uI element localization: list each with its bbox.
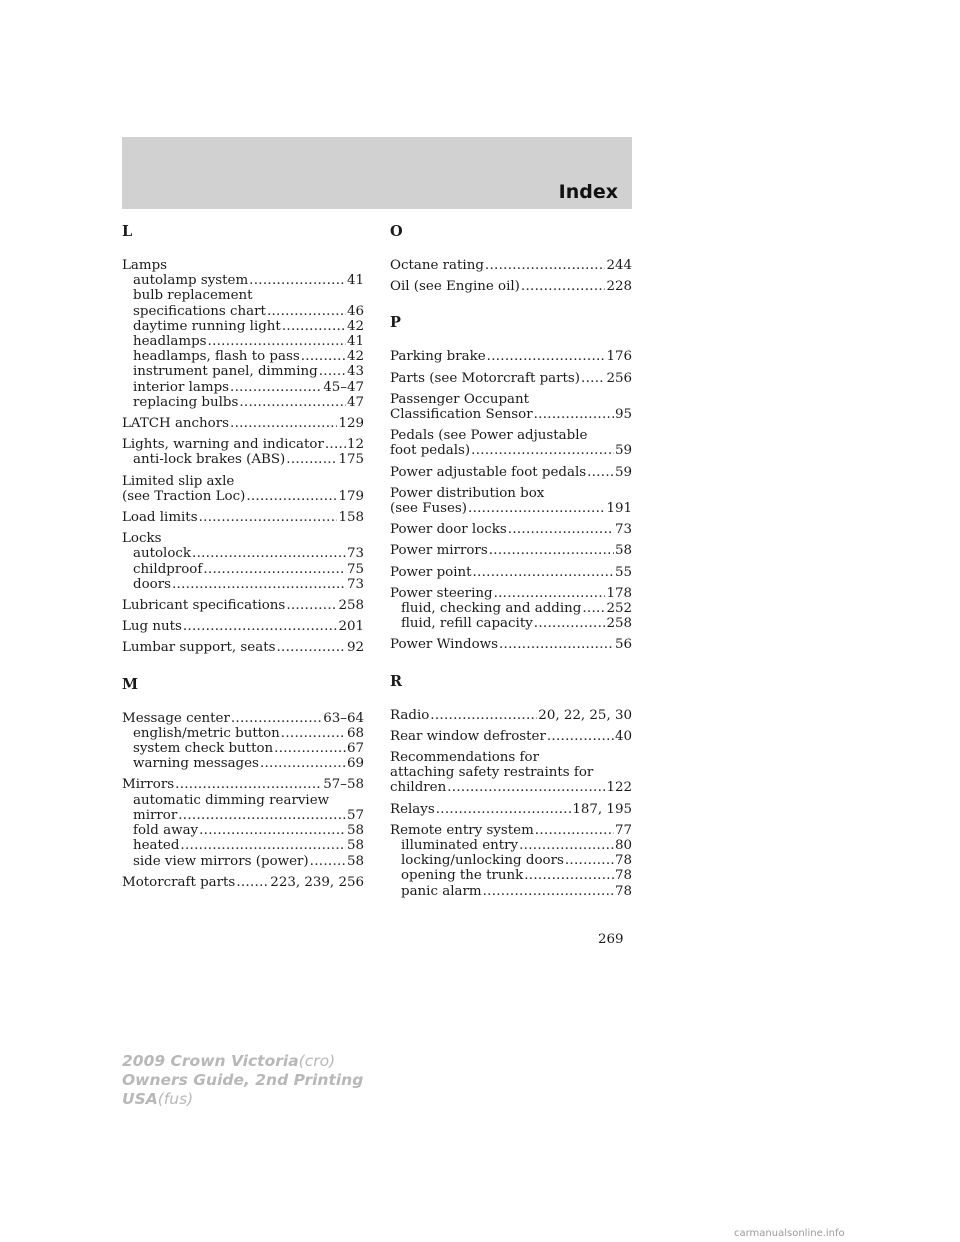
index-entry-line	[390, 465, 632, 480]
entry-term: autolock	[133, 546, 192, 562]
dot-leader	[534, 407, 614, 422]
entry-term: fluid, refill capacity	[401, 616, 533, 632]
page-reference: 187, 195	[572, 801, 632, 817]
index-subentry-line	[122, 334, 364, 349]
dot-leader	[199, 510, 338, 525]
dot-leader	[487, 349, 606, 364]
index-entry-line	[390, 750, 632, 765]
index-entry	[122, 640, 364, 655]
page-reference: 73	[346, 546, 364, 562]
page-reference: 201	[338, 619, 364, 635]
entry-term: instrument panel, dimming	[133, 364, 318, 380]
entry-term: fluid, checking and adding	[401, 601, 582, 617]
index-subentry-line	[390, 838, 632, 853]
index-subentry-line	[122, 808, 364, 823]
dot-leader	[534, 616, 606, 631]
index-subentry-line	[122, 562, 364, 577]
index-subentry-line	[122, 304, 364, 319]
index-entry-line	[390, 765, 632, 780]
index-entry-line	[390, 522, 632, 537]
page-reference: 58	[346, 853, 364, 869]
page-reference: 92	[346, 640, 364, 656]
index-entry	[390, 823, 632, 899]
dot-leader	[319, 364, 346, 379]
index-entry-line	[390, 371, 632, 386]
page-reference: 258	[338, 598, 364, 614]
page-number: 269	[598, 932, 624, 947]
footer-market-code: (fus)	[157, 1090, 194, 1108]
dot-leader	[521, 279, 606, 294]
entry-term: Parking brake	[390, 349, 486, 365]
index-entry-line	[122, 598, 364, 613]
dot-leader	[581, 371, 605, 386]
index-entry	[390, 522, 632, 537]
entry-term: LATCH anchors	[122, 416, 230, 432]
page-reference: 40	[614, 728, 632, 744]
entry-term: Load limits	[122, 510, 198, 526]
index-entry-line	[390, 501, 632, 516]
index-entry	[390, 465, 632, 480]
index-subentry-line	[122, 452, 364, 467]
dot-leader	[483, 884, 614, 899]
section-letter: M	[122, 675, 139, 693]
page-reference: 45–47	[323, 379, 364, 395]
index-entry	[390, 543, 632, 558]
index-subentry-line	[390, 616, 632, 631]
entry-term: Power adjustable foot pedals	[390, 464, 587, 480]
entry-term: Relays	[390, 801, 435, 817]
index-entry	[122, 619, 364, 634]
section-spacer	[390, 659, 632, 673]
entry-term: children	[390, 780, 447, 796]
index-entry	[122, 474, 364, 504]
entry-term: Parts (see Motorcraft parts)	[390, 370, 581, 386]
entry-term: bulb replacement	[133, 288, 253, 304]
index-entry-line	[122, 875, 364, 890]
entry-term: side view mirrors (power)	[133, 853, 309, 869]
index-entry	[122, 531, 364, 592]
page-reference: 95	[614, 407, 632, 423]
entry-term: specifications chart	[133, 303, 266, 319]
entry-term: Lug nuts	[122, 619, 182, 635]
index-subentry-line	[122, 741, 364, 756]
dot-leader	[565, 853, 614, 868]
index-entry	[390, 565, 632, 580]
page-reference: 223, 239, 256	[270, 874, 364, 890]
page-reference: 78	[614, 853, 632, 869]
index-entry-line	[122, 531, 364, 546]
entry-term: opening the trunk	[401, 868, 524, 884]
entry-term: Message center	[122, 710, 230, 726]
index-entry-line	[390, 823, 632, 838]
page-reference: 69	[346, 756, 364, 772]
index-subentry-line	[122, 395, 364, 410]
dot-leader	[587, 465, 614, 480]
dot-leader	[519, 838, 614, 853]
entry-term: Passenger Occupant	[390, 391, 529, 407]
entry-term: (see Fuses)	[390, 501, 468, 517]
dot-leader	[183, 619, 338, 634]
index-subentry-line	[122, 364, 364, 379]
page-reference: 41	[346, 334, 364, 350]
index-entry	[390, 802, 632, 817]
dot-leader	[468, 501, 605, 516]
index-subentry-line	[122, 756, 364, 771]
footer-model-code: (cro)	[298, 1052, 336, 1070]
dot-leader	[231, 711, 322, 726]
entry-term: Power Windows	[390, 637, 498, 653]
index-subentry-line	[390, 601, 632, 616]
index-subentry-line	[122, 273, 364, 288]
index-subentry-line	[122, 726, 364, 741]
index-subentry-line	[122, 288, 364, 303]
entry-term: (see Traction Loc)	[122, 488, 246, 504]
index-entry	[390, 279, 632, 294]
index-entry	[390, 392, 632, 422]
index-subentry-line	[122, 380, 364, 395]
index-subentry-line	[122, 577, 364, 592]
entry-term: fold away	[133, 823, 199, 839]
dot-leader	[276, 640, 345, 655]
index-entry-line	[122, 711, 364, 726]
index-subentry-line	[122, 546, 364, 561]
dot-leader	[230, 416, 337, 431]
page-reference: 256	[606, 370, 632, 386]
dot-leader	[508, 522, 614, 537]
index-entry-line	[390, 637, 632, 652]
dot-leader	[286, 598, 337, 613]
entry-term: warning messages	[133, 756, 259, 772]
index-entry	[390, 371, 632, 386]
index-entry	[390, 637, 632, 652]
section-letter: P	[390, 314, 401, 332]
entry-term: Octane rating	[390, 258, 484, 273]
page-reference: 43	[346, 364, 364, 380]
index-entry-line	[122, 777, 364, 792]
dot-leader	[274, 741, 346, 756]
page-reference: 258	[606, 616, 632, 632]
entry-term: anti-lock brakes (ABS)	[133, 452, 286, 468]
index-entry	[122, 598, 364, 613]
entry-term: autolamp system	[133, 273, 249, 289]
dot-leader	[208, 334, 346, 349]
entry-term: Limited slip axle	[122, 473, 235, 489]
index-entry	[122, 711, 364, 772]
index-entry	[390, 729, 632, 744]
entry-term: locking/unlocking doors	[401, 853, 564, 869]
page-reference: 158	[338, 510, 364, 526]
dot-leader	[230, 380, 322, 395]
index-entry-line	[122, 474, 364, 489]
entry-term: Power point	[390, 564, 472, 580]
page-reference: 73	[346, 576, 364, 592]
entry-term: replacing bulbs	[133, 394, 239, 410]
index-entry-line	[390, 258, 632, 273]
dot-leader	[203, 562, 346, 577]
index-subentry-line	[390, 884, 632, 899]
index-entry-line	[390, 729, 632, 744]
index-entry	[390, 258, 632, 273]
index-entry-line	[390, 443, 632, 458]
page-reference: 58	[614, 543, 632, 559]
index-entry	[390, 486, 632, 516]
entry-term: heated	[133, 838, 180, 854]
dot-leader	[436, 802, 572, 817]
section-letter: R	[390, 672, 403, 690]
entry-term: headlamps, flash to pass	[133, 349, 300, 365]
index-entry	[390, 708, 632, 723]
page-reference: 80	[614, 838, 632, 854]
entry-term: Lumbar support, seats	[122, 640, 276, 656]
dot-leader	[485, 258, 606, 273]
page-reference: 55	[614, 564, 632, 580]
page-reference: 178	[606, 585, 632, 601]
index-subentry-line	[122, 349, 364, 364]
dot-leader	[260, 756, 346, 771]
index-header-band	[122, 137, 632, 209]
dot-leader	[499, 637, 614, 652]
entry-term: Lights, warning and indicator	[122, 437, 324, 453]
footer-market: USA	[122, 1090, 158, 1108]
index-entry	[390, 349, 632, 364]
dot-leader	[524, 868, 614, 883]
entry-term: Power door locks	[390, 522, 507, 538]
entry-term: headlamps	[133, 334, 207, 350]
page-reference: 129	[338, 416, 364, 432]
entry-term: doors	[133, 576, 171, 592]
section-letter: L	[122, 223, 133, 240]
dot-leader	[447, 780, 605, 795]
page-reference: 57	[346, 807, 364, 823]
index-entry	[122, 416, 364, 431]
entry-term: Rear window defroster	[390, 728, 546, 744]
entry-term: mirror	[133, 807, 178, 823]
dot-leader	[473, 565, 614, 580]
page-reference: 59	[614, 464, 632, 480]
index-entry-line	[122, 489, 364, 504]
entry-term: Radio	[390, 707, 430, 723]
index-subentry-line	[122, 793, 364, 808]
entry-term: Locks	[122, 531, 162, 547]
dot-leader	[286, 452, 337, 467]
entry-term: english/metric button	[133, 725, 280, 741]
page-reference: 63–64	[323, 710, 364, 726]
dot-leader	[494, 586, 606, 601]
index-entry-line	[390, 279, 632, 294]
page-title: Index	[558, 181, 618, 203]
index-entry	[122, 258, 364, 410]
index-entry-line	[122, 258, 364, 273]
index-entry-line	[390, 586, 632, 601]
page-reference: 57–58	[323, 777, 364, 793]
page-reference: 41	[346, 273, 364, 289]
page-reference: 191	[606, 501, 632, 517]
entry-term: daytime running light	[133, 318, 281, 334]
index-entry-line	[390, 565, 632, 580]
index-entry	[390, 586, 632, 632]
page-reference: 67	[346, 741, 364, 757]
page-reference: 42	[346, 318, 364, 334]
dot-leader	[301, 349, 346, 364]
page-reference: 42	[346, 349, 364, 365]
page-reference: 175	[338, 452, 364, 468]
index-entry-line	[122, 510, 364, 525]
dot-leader	[239, 395, 346, 410]
page-reference: 75	[346, 561, 364, 577]
dot-leader	[178, 808, 346, 823]
section-spacer	[122, 662, 364, 676]
dot-leader	[172, 577, 346, 592]
entry-term: panic alarm	[401, 883, 482, 899]
page-reference: 47	[346, 394, 364, 410]
entry-term: Power distribution box	[390, 485, 545, 501]
page-reference: 78	[614, 883, 632, 899]
page-reference: 244	[606, 258, 632, 273]
dot-leader	[192, 546, 346, 561]
entry-term: Power mirrors	[390, 543, 488, 559]
dot-leader	[325, 437, 346, 452]
footer-model: 2009 Crown Victoria	[122, 1052, 299, 1070]
footer-edition: Owners Guide, 2nd Printing	[122, 1071, 364, 1089]
page-reference: 73	[614, 522, 632, 538]
index-entry-line	[390, 407, 632, 422]
index-entry	[122, 777, 364, 868]
index-entry-line	[390, 802, 632, 817]
index-entry-line	[390, 708, 632, 723]
page-reference: 179	[338, 488, 364, 504]
index-subentry-line	[122, 838, 364, 853]
dot-leader	[471, 443, 614, 458]
page-reference: 58	[346, 838, 364, 854]
dot-leader	[489, 543, 614, 558]
dot-leader	[430, 708, 537, 723]
index-entry-line	[390, 428, 632, 443]
entry-term: illuminated entry	[401, 838, 519, 854]
index-column-left	[122, 223, 364, 896]
watermark: carmanualsonline.info	[734, 1228, 845, 1239]
entry-term: automatic dimming rearview	[133, 792, 330, 808]
page-reference: 20, 22, 25, 30	[538, 707, 632, 723]
page-reference: 77	[614, 822, 632, 838]
dot-leader	[175, 777, 322, 792]
page-reference: 12	[346, 437, 364, 453]
dot-leader	[180, 838, 346, 853]
index-subentry-line	[122, 823, 364, 838]
page-reference: 252	[606, 601, 632, 617]
index-entry	[122, 510, 364, 525]
entry-term: Classification Sensor	[390, 407, 533, 423]
dot-leader	[267, 304, 346, 319]
index-entry-line	[122, 619, 364, 634]
entry-term: Motorcraft parts	[122, 874, 236, 890]
dot-leader	[582, 601, 605, 616]
index-column-right	[390, 223, 632, 905]
index-entry-line	[122, 416, 364, 431]
dot-leader	[310, 854, 346, 869]
index-entry-line	[390, 780, 632, 795]
entry-term: interior lamps	[133, 379, 230, 395]
entry-term: Mirrors	[122, 777, 175, 793]
entry-term: foot pedals)	[390, 443, 471, 459]
dot-leader	[281, 726, 346, 741]
index-entry-line	[122, 640, 364, 655]
index-entry	[390, 750, 632, 796]
page-reference: 46	[346, 303, 364, 319]
entry-term: Remote entry system	[390, 822, 534, 838]
index-entry	[122, 437, 364, 467]
entry-term: Lubricant specifications	[122, 598, 286, 614]
entry-term: childproof	[133, 561, 203, 577]
entry-term: attaching safety restraints for	[390, 765, 594, 781]
index-entry-line	[390, 543, 632, 558]
document-footer	[122, 1052, 363, 1109]
index-subentry-line	[122, 319, 364, 334]
section-spacer	[390, 300, 632, 314]
dot-leader	[535, 823, 614, 838]
dot-leader	[236, 875, 269, 890]
page-reference: 58	[346, 823, 364, 839]
entry-term: Lamps	[122, 258, 168, 273]
index-subentry-line	[390, 853, 632, 868]
entry-term: Recommendations for	[390, 750, 539, 766]
dot-leader	[249, 273, 346, 288]
page-reference: 176	[606, 349, 632, 365]
index-subentry-line	[122, 854, 364, 869]
index-entry-line	[390, 486, 632, 501]
page-reference: 228	[606, 279, 632, 295]
section-letter: O	[390, 223, 403, 240]
index-entry	[390, 428, 632, 458]
dot-leader	[199, 823, 346, 838]
index-subentry-line	[390, 868, 632, 883]
dot-leader	[282, 319, 346, 334]
entry-term: system check button	[133, 741, 274, 757]
page-reference: 56	[614, 637, 632, 653]
entry-term: Pedals (see Power adjustable	[390, 428, 588, 444]
index-entry-line	[390, 349, 632, 364]
dot-leader	[246, 489, 337, 504]
index-entry-line	[122, 437, 364, 452]
page-reference: 68	[346, 725, 364, 741]
page-reference: 59	[614, 443, 632, 459]
entry-term: Oil (see Engine oil)	[390, 279, 520, 295]
dot-leader	[547, 729, 614, 744]
page-reference: 122	[606, 780, 632, 796]
page-reference: 78	[614, 868, 632, 884]
entry-term: Power steering	[390, 585, 493, 601]
index-entry-line	[390, 392, 632, 407]
index-entry	[122, 875, 364, 890]
